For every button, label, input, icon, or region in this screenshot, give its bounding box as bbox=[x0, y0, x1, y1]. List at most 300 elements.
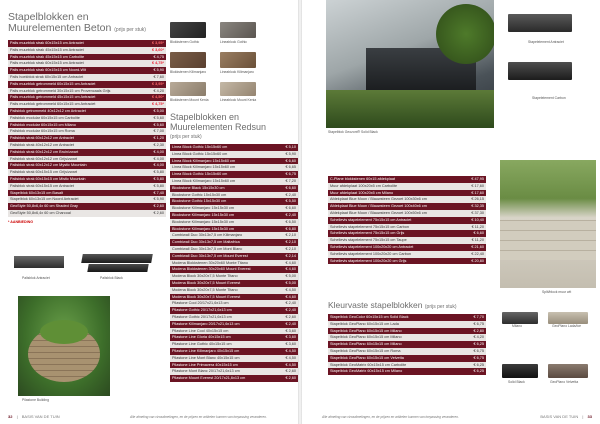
table-row bbox=[8, 183, 166, 190]
table-row bbox=[8, 54, 166, 61]
table-row bbox=[170, 294, 298, 301]
table-row bbox=[170, 266, 298, 273]
swatch-caption: GeoPlano Velvetta bbox=[550, 380, 579, 384]
table-row bbox=[8, 128, 166, 135]
right-footer: BASIS VAN DE TUIN | 33 bbox=[540, 414, 592, 419]
product-price: € 4,60 bbox=[285, 267, 296, 272]
swatch-linea-mount-kenia bbox=[220, 82, 256, 96]
product-price: € 4,50 bbox=[285, 287, 296, 292]
product-name: Linea Block Kilimanjaro 15x15x60 cm bbox=[172, 178, 236, 183]
product-name: Blockstone Kilimanjaro 15x15x30 cm bbox=[172, 226, 235, 231]
product-name: Stapelblok GeoMatrix 60x15x15 cm Milano bbox=[330, 369, 403, 374]
product-price: € 5,90 bbox=[153, 68, 164, 73]
product-price: € 2,60 bbox=[285, 376, 296, 381]
product-name: Palisblok strak 40x12x12 cm Antraciet bbox=[10, 142, 74, 147]
table-row bbox=[170, 164, 298, 171]
swatch-lada-ice bbox=[548, 312, 588, 324]
product-name: Stapelblok 60x13x15 cm Noord Antraciet bbox=[10, 197, 79, 202]
product-name: Palisblok strak 60x12x12 cm Bruin/zwart bbox=[10, 149, 79, 154]
table-row bbox=[170, 226, 298, 233]
product-name: Modena Blokkstenen 30x20x60 Mount Everest bbox=[172, 267, 251, 272]
photo-caption: Split/block muur wit bbox=[542, 290, 572, 294]
table-row bbox=[170, 151, 298, 158]
product-price: € 2,60 bbox=[153, 210, 164, 215]
redsun-title-line-1: Stapelblokken en bbox=[170, 112, 240, 122]
table-row bbox=[170, 362, 298, 369]
table-row bbox=[8, 176, 166, 183]
table-row bbox=[328, 362, 486, 369]
product-price: € 5,00 bbox=[285, 280, 296, 285]
product-name: Afdekplaat Blue Moon / Blauwsteen Gezoet 100x40x6 cm bbox=[330, 204, 427, 209]
product-name: Modena Block 30x20x7,5 Monte Titano bbox=[172, 274, 238, 279]
table-row bbox=[170, 321, 298, 328]
product-name: Stapelblok GeoMatrix 60x15x15 cm Carbolite bbox=[330, 362, 407, 367]
product-name: Pilastone Line Cool 40x15x15 cm bbox=[172, 328, 229, 333]
table-row bbox=[328, 183, 486, 190]
product-name: Linea Block Gothic 15x15x60 cm bbox=[172, 145, 228, 149]
product-price: € 7,70 bbox=[473, 315, 484, 319]
product-price: € 5,90 bbox=[153, 197, 164, 202]
product-name: Palis muurblok getrommeld 45x15x15 cm Antraciet bbox=[10, 95, 96, 100]
product-price: € 32,35 bbox=[471, 204, 484, 209]
table-row bbox=[8, 108, 166, 115]
table-row bbox=[170, 307, 298, 314]
table-row bbox=[328, 176, 486, 183]
table-row bbox=[170, 300, 298, 307]
table-row bbox=[170, 341, 298, 348]
product-price: € 3,95* bbox=[151, 41, 164, 45]
swatch-caption: Lineablock Mount Kenia bbox=[220, 98, 257, 102]
product-price: € 17,60 bbox=[471, 183, 484, 188]
table-row bbox=[8, 122, 166, 129]
product-name: Palisblok modular 60x15x15 cm Milano bbox=[10, 122, 76, 127]
product-price: € 4,00 bbox=[153, 163, 164, 168]
product-price: € 4,50* bbox=[151, 95, 164, 100]
table-row bbox=[328, 314, 486, 321]
product-name: Muur afdekplaat 100x20x5 cm Carbolite bbox=[330, 183, 398, 188]
product-price: € 6,75 bbox=[473, 348, 484, 353]
product-name: Palis muurblok strak 60x15x15 cm Antraciet bbox=[10, 61, 84, 66]
table-row bbox=[170, 178, 298, 185]
swatch-gothic bbox=[170, 22, 206, 38]
table-row bbox=[8, 81, 166, 88]
swatch-caption: Lineablock Gothic bbox=[220, 40, 247, 44]
product-name: Stapelblok GeoPlano 60x15x15 cm Lada bbox=[330, 321, 399, 326]
product-name: Pilastone Gothic 20/17x21,6x13 cm bbox=[172, 314, 232, 319]
table-row bbox=[170, 355, 298, 362]
table-row bbox=[8, 74, 166, 81]
table-row bbox=[170, 368, 298, 375]
product-price: € 2,10 bbox=[285, 233, 296, 238]
product-name: Palis muurblok strak 45x15x15 cm Carbolite bbox=[10, 54, 85, 59]
product-name: Blockstone Kilimanjaro 15x15x30 cm bbox=[172, 206, 235, 211]
product-price: € 4,75 bbox=[153, 54, 164, 59]
product-name: Palisblok getrommeld 40x12x12 cm Antraciet bbox=[10, 108, 86, 113]
product-price: € 4,50 bbox=[285, 348, 296, 353]
title-line-1: Stapelblokken en bbox=[8, 11, 89, 23]
product-price: € 3,60* bbox=[151, 47, 164, 52]
product-price: € 6,25 bbox=[473, 362, 484, 367]
footer-disclaimer: Alle afmeting van circaafmetingen, en de prijzen en artikelen kunnen van toepassing veranderen. bbox=[130, 415, 267, 419]
product-price: € 4,20 bbox=[153, 88, 164, 93]
product-name: Combiwall Duo 30x13x7,5 cm Kilimanjaro bbox=[172, 233, 243, 238]
kleurvaste-title bbox=[328, 300, 457, 313]
side-wall-photo bbox=[500, 160, 596, 288]
swatch-caption: Lineablock Kilimanjaro bbox=[220, 70, 254, 74]
product-price: € 2,60 bbox=[285, 314, 296, 319]
product-name: Linea Block Kilimanjaro 15x15x60 cm bbox=[172, 165, 236, 170]
swatch-caption: Stapelelement Carbon bbox=[532, 96, 566, 100]
product-price: € 7,00 bbox=[153, 129, 164, 134]
product-name: Stapelblok GeoColor 60x15x15 cm Solid Black bbox=[330, 315, 409, 319]
redsun-title-line-2: Muurelementen Redsun bbox=[170, 122, 267, 132]
table-row bbox=[8, 156, 166, 163]
table-row bbox=[8, 169, 166, 176]
product-name: Combiwall Duo 30x13x7,5 cm Maltafrica bbox=[172, 240, 240, 245]
swatch-caption: Blokkstenen Kilimanjaro bbox=[170, 70, 207, 74]
palisblok-antraciet-photo bbox=[10, 250, 70, 274]
product-name: Schellevis stapelelement 75x15x15 cm Taupe bbox=[330, 238, 407, 243]
left-page bbox=[0, 0, 298, 424]
table-row bbox=[8, 142, 166, 149]
product-price: € 47,95 bbox=[471, 177, 484, 181]
product-price: € 5,60 bbox=[153, 122, 164, 127]
table-row bbox=[8, 162, 166, 169]
product-price: € 5,80 bbox=[153, 183, 164, 188]
product-price: € 4,50 bbox=[285, 362, 296, 367]
product-price: € 2,40 bbox=[285, 192, 296, 197]
photo-caption: Palisblok Black bbox=[100, 276, 123, 280]
stapelelement-carbon-swatch bbox=[508, 62, 572, 80]
product-name: Blockstone Kilimanjaro 15x15x30 cm bbox=[172, 212, 235, 217]
table-row bbox=[8, 149, 166, 156]
product-name: Pilastone Line Kilimanjaro 40x15x15 cm bbox=[172, 348, 240, 353]
product-price: € 3,60 bbox=[285, 335, 296, 340]
product-name: Palisblok strak 60x15x15 cm Antraciet bbox=[10, 183, 74, 188]
product-name: Linea Block Kilimanjaro 15x15x60 cm bbox=[172, 158, 236, 163]
table-row bbox=[8, 60, 166, 67]
product-price: € 2,10 bbox=[285, 240, 296, 245]
product-price: € 4,60 bbox=[285, 260, 296, 265]
swatch-caption: Stapelelement Antraciet bbox=[528, 40, 564, 44]
product-price: € 10,40 bbox=[471, 217, 484, 222]
product-price: € 3,60 bbox=[285, 342, 296, 347]
table-row bbox=[170, 171, 298, 178]
table-row bbox=[170, 280, 298, 287]
table-row bbox=[8, 135, 166, 142]
table-row bbox=[328, 237, 486, 244]
swatch-caption: Blokkstenen Mount Kenia bbox=[170, 98, 209, 102]
product-name: Pilastone Line Gothic 40x15x15 cm bbox=[172, 342, 232, 347]
product-price: € 4,50 bbox=[285, 355, 296, 360]
product-name: Pilastone Cool 20/17x21,6x13 cm bbox=[172, 301, 229, 306]
table-row bbox=[328, 203, 486, 210]
product-name: Palis muurblok getrommeld 60x15x15 cm Antraciet bbox=[10, 102, 96, 107]
product-price: € 2,40 bbox=[285, 212, 296, 217]
photo-caption: Pilastone Building bbox=[22, 398, 49, 402]
product-price: € 2,30 bbox=[153, 142, 164, 147]
product-name: Schellevis stapelelement 75x15x15 cm Carbon bbox=[330, 224, 409, 229]
table-row bbox=[328, 334, 486, 341]
product-name: Afdekplaat Blue Moon / Blauwsteen Gezoet 100x50x6 cm bbox=[330, 210, 427, 215]
swatch-linea-gothic bbox=[220, 22, 256, 38]
product-name: Pilastone Line Gloria 40x15x15 cm bbox=[172, 335, 231, 340]
product-price: € 2,40 bbox=[285, 308, 296, 313]
offer-note: * AANBIEDING bbox=[8, 220, 34, 224]
section-sub: (prijs per stuk) bbox=[424, 304, 457, 310]
footer-label: BASIS VAN DE TUIN bbox=[21, 414, 60, 419]
product-name: Blockstone Gothic 15x15x30 cm bbox=[172, 192, 227, 197]
product-name: Palisblok strak 60x12x12 cm Antraciet bbox=[10, 136, 74, 141]
product-price: € 3,60 bbox=[285, 328, 296, 333]
product-name: Palis hoekblok strak 60x15x15 cm Antraciet bbox=[10, 74, 84, 79]
swatch-solid-black bbox=[502, 364, 538, 378]
product-price: € 5,00 bbox=[153, 108, 164, 113]
product-price: € 6,80 bbox=[285, 226, 296, 231]
table-row bbox=[170, 219, 298, 226]
table-row bbox=[8, 101, 166, 108]
product-name: Blockstone Gothic 15x15x30 cm bbox=[172, 199, 227, 204]
product-name: Palis muurblok strak 60x15x15 cm Antraciet bbox=[10, 41, 84, 45]
table-row bbox=[8, 210, 166, 217]
product-price: € 4,75* bbox=[151, 61, 164, 66]
product-name: Modena Block 30x20x7,5 Mount Everest bbox=[172, 294, 241, 299]
product-name: Palisblok strak 60x15x15 cm Grijs/zwart bbox=[10, 170, 78, 175]
beton-price-table bbox=[8, 40, 166, 217]
table-row bbox=[8, 67, 166, 74]
product-name: Pilastone Line Primavera 40x15x15 cm bbox=[172, 362, 238, 367]
table-row bbox=[328, 224, 486, 231]
section-title: Kleurvaste stapelblokken bbox=[328, 300, 423, 310]
product-name: Muur afdekplaat 100x20x5 cm Milano bbox=[330, 190, 394, 195]
product-price: € 5,60 bbox=[153, 115, 164, 120]
product-price: € 2,10 bbox=[285, 246, 296, 251]
table-row bbox=[170, 239, 298, 246]
product-price: € 2,40 bbox=[285, 301, 296, 306]
product-name: Linea Block Gothic 15x15x60 cm bbox=[172, 151, 228, 156]
product-price: € 4,60 bbox=[285, 294, 296, 299]
product-name: Schellevis stapelelement 75x15x15 cm Grijs bbox=[330, 231, 405, 236]
table-row bbox=[170, 192, 298, 199]
table-row bbox=[328, 355, 486, 362]
product-price: € 6,60 bbox=[285, 158, 296, 163]
product-price: € 2,60 bbox=[153, 204, 164, 209]
product-price: € 4,00 bbox=[153, 149, 164, 154]
table-row bbox=[328, 321, 486, 328]
product-name: GeoStyle 50,8x6,4x 60 cm Shaded Gray bbox=[10, 204, 78, 209]
title-line-2: Muurelementen Beton bbox=[8, 22, 112, 34]
product-price: € 6,75 bbox=[285, 172, 296, 177]
product-name: Schellevis stapelelement 75x15x15 cm Antraciet bbox=[330, 217, 412, 222]
table-row bbox=[328, 258, 486, 265]
table-row bbox=[328, 341, 486, 348]
product-price: € 4,00 bbox=[153, 156, 164, 161]
product-price: € 7,40 bbox=[153, 190, 164, 195]
product-name: C-Plane blokkstenen 60x15 afdekplaat bbox=[330, 177, 396, 181]
table-row bbox=[170, 334, 298, 341]
product-price: € 7,60 bbox=[153, 74, 164, 79]
product-name: Palisblok modular 60x15x15 cm Carbolite bbox=[10, 115, 80, 120]
pilastone-photo bbox=[18, 296, 110, 396]
product-name: Linea Block Gothic 15x15x60 cm bbox=[172, 172, 228, 177]
product-price: € 26,15 bbox=[471, 197, 484, 202]
product-price: € 5,90 bbox=[285, 151, 296, 156]
product-name: Palis muurblok strak 45x15x15 cm Antraciet bbox=[10, 47, 84, 52]
product-price: € 21,60 bbox=[471, 244, 484, 249]
table-row bbox=[328, 217, 486, 224]
table-row bbox=[328, 210, 486, 217]
page-title-redsun bbox=[170, 112, 266, 142]
product-name: Schellevis stapelelement 100x20x20 cm Antraciet bbox=[330, 244, 414, 249]
product-name: Palis muurblok getrommeld 30x15x15 cm Provencaals Grijs bbox=[10, 88, 111, 93]
product-name: Palisblok strak 60x12x12 cm Mystic Mountain bbox=[10, 163, 87, 168]
table-row bbox=[170, 185, 298, 192]
table-row bbox=[8, 196, 166, 203]
table-row bbox=[328, 190, 486, 197]
table-row bbox=[328, 244, 486, 251]
table-row bbox=[170, 158, 298, 165]
redsun-price-table bbox=[170, 144, 298, 382]
product-price: € 4,75* bbox=[151, 102, 164, 107]
product-price: € 6,60 bbox=[473, 231, 484, 236]
product-name: Pilastone Kilimanjaro 20/17x21,6x13 cm bbox=[172, 321, 240, 326]
product-price: € 1,20 bbox=[153, 136, 164, 141]
product-name: Palisblok strak 60x12x12 cm Grijs/zwart bbox=[10, 156, 78, 161]
table-row bbox=[8, 47, 166, 54]
table-row bbox=[170, 253, 298, 260]
swatch-caption: GeoPlano Lada/Ice bbox=[552, 324, 582, 328]
left-footer: 32 | BASIS VAN DE TUIN bbox=[8, 414, 60, 419]
product-name: Combiwall Duo 30x13x7,5 cm Mont Blanc bbox=[172, 246, 243, 251]
product-price: € 6,75 bbox=[473, 355, 484, 360]
product-name: Palisblok modular 60x15x15 cm Roma bbox=[10, 129, 75, 134]
product-name: Schellevis stapelelement 100x20x20 cm Carbon bbox=[330, 251, 412, 256]
product-name: Blockstone Kilimanjaro 15x15x30 cm bbox=[172, 219, 235, 224]
table-row bbox=[170, 348, 298, 355]
product-price: € 5,80 bbox=[153, 176, 164, 181]
table-row bbox=[170, 328, 298, 335]
product-price: € 5,00 bbox=[285, 274, 296, 279]
product-price: € 5,50 bbox=[285, 199, 296, 204]
product-price: € 11,20 bbox=[471, 238, 484, 243]
product-price: € 11,20 bbox=[471, 224, 484, 229]
product-name: Schellevis stapelelement 100x20x20 cm Grijs bbox=[330, 258, 407, 263]
product-name: Modena Block 30x20x7,5 Mount Everest bbox=[172, 280, 241, 285]
table-row bbox=[170, 375, 298, 382]
swatch-milano bbox=[502, 312, 538, 324]
table-row bbox=[170, 314, 298, 321]
product-price: € 3,95* bbox=[151, 81, 164, 86]
product-price: € 4,20 bbox=[473, 335, 484, 340]
swatch-caption: Milano bbox=[512, 324, 522, 328]
product-price: € 17,60 bbox=[471, 190, 484, 195]
footer-disclaimer: Alle afmeting van circaafmetingen, en de prijzen en artikelen kunnen van toepassing veranderen. bbox=[322, 415, 459, 419]
product-price: € 7,20 bbox=[285, 178, 296, 183]
product-name: Stapelblok GeoPlano 60x15x15 cm Velvetta bbox=[330, 355, 404, 360]
product-price: € 20,80 bbox=[471, 258, 484, 263]
product-price: € 37,30 bbox=[471, 210, 484, 215]
table-row bbox=[170, 212, 298, 219]
stapelelement-antraciet-swatch bbox=[508, 14, 572, 32]
table-row bbox=[170, 232, 298, 239]
table-row bbox=[8, 115, 166, 122]
table-row bbox=[328, 251, 486, 258]
product-name: Stapelblok GeoPlano 60x15x15 cm Milano bbox=[330, 328, 402, 333]
table-row bbox=[8, 190, 166, 197]
product-price: € 6,60 bbox=[285, 206, 296, 211]
swatch-mount-kenia bbox=[170, 82, 206, 96]
stapelelement-price-table bbox=[328, 176, 486, 264]
table-row bbox=[170, 144, 298, 151]
table-row bbox=[170, 260, 298, 267]
product-name: Modena Block 30x20x7,5 Monte Titano bbox=[172, 287, 238, 292]
product-price: € 6,60 bbox=[285, 185, 296, 190]
table-row bbox=[170, 273, 298, 280]
table-row bbox=[8, 94, 166, 101]
swatch-kilimanjaro bbox=[170, 52, 206, 68]
product-price: € 2,60 bbox=[285, 369, 296, 374]
product-price: € 2,80 bbox=[473, 328, 484, 333]
product-name: Pilastone Mount Everest 20/17x21,6x13 cm bbox=[172, 376, 246, 381]
product-name: GeoStyle 50,8x6,4x 60 cm Charcoal bbox=[10, 210, 71, 215]
photo-caption: Stapelblok Geozont® Solid Black bbox=[328, 130, 378, 134]
product-name: Afdekplaat Blue Moon / Blauwsteen Gezoet 100x30x6 cm bbox=[330, 197, 427, 202]
table-row bbox=[8, 40, 166, 47]
photo-caption: Palisblok Antraciet bbox=[22, 276, 50, 280]
table-row bbox=[328, 368, 486, 375]
product-name: Modena Blokkstenen 30x20x60 Monte Titano bbox=[172, 260, 248, 265]
product-price: € 5,80 bbox=[153, 170, 164, 175]
swatch-caption: Blokkstenen Gothic bbox=[170, 40, 200, 44]
product-price: € 5,10 bbox=[285, 145, 296, 149]
table-row bbox=[170, 198, 298, 205]
table-row bbox=[328, 230, 486, 237]
product-name: Stapelblok GeoPlano 60x15x15 cm Roma bbox=[330, 348, 401, 353]
table-row bbox=[328, 328, 486, 335]
product-name: Pilastone Gothic 20/17x21,6x13 cm bbox=[172, 308, 232, 313]
product-name: Pilastone Mont Blanc 20/17x21,6x13 cm bbox=[172, 369, 240, 374]
product-name: Palis muurblok strak 60x15x15 cm Noord-Wit bbox=[10, 68, 86, 73]
swatch-velvetta bbox=[548, 364, 588, 378]
table-row bbox=[170, 246, 298, 253]
product-price: € 22,40 bbox=[471, 251, 484, 256]
swatch-caption: Solid Black bbox=[508, 380, 525, 384]
product-price: € 6,75 bbox=[473, 321, 484, 326]
redsun-title-sub: (prijs per stuk) bbox=[170, 134, 202, 140]
table-row bbox=[170, 287, 298, 294]
product-name: Stapelblok 60x13x15 cm Basalt bbox=[10, 190, 63, 195]
swatch-linea-kilimanjaro bbox=[220, 52, 256, 68]
product-price: € 6,65 bbox=[285, 165, 296, 170]
footer-label: BASIS VAN DE TUIN bbox=[540, 414, 579, 419]
product-price: € 2,40 bbox=[285, 321, 296, 326]
top-garden-photo bbox=[326, 0, 494, 128]
title-sub: (prijs per stuk) bbox=[114, 27, 146, 33]
product-price: € 6,25 bbox=[473, 369, 484, 374]
palisblok-black-photo bbox=[80, 250, 160, 274]
product-name: Blockstone Black 15x15x30 cm bbox=[172, 185, 225, 190]
table-row bbox=[328, 196, 486, 203]
product-price: € 6,50 bbox=[285, 219, 296, 224]
table-row bbox=[8, 203, 166, 210]
page-number: 33 bbox=[587, 414, 592, 419]
product-price: € 2,14 bbox=[285, 253, 296, 258]
page-number: 32 bbox=[8, 414, 13, 419]
product-price: € 6,25 bbox=[473, 342, 484, 347]
product-name: Palis muurblok getrommeld 60x15x15 cm Antraciet bbox=[10, 81, 96, 86]
table-row bbox=[8, 88, 166, 95]
table-row bbox=[328, 348, 486, 355]
